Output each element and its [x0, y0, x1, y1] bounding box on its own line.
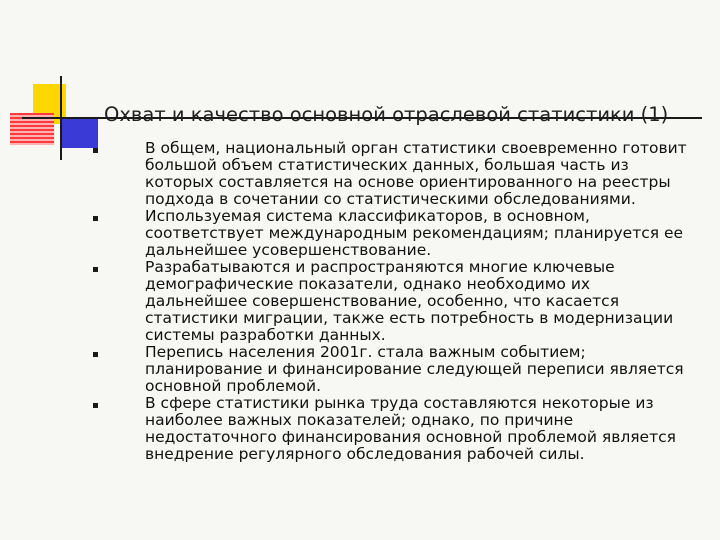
bullet-text: В сфере статистики рынка труда составляются некоторые из наиболее важных показателей; однако, по причине недостаточного финансирования основной проблемой является внедрение регулярного обследования рабочей силы. — [145, 394, 676, 463]
bullet-item — [90, 140, 690, 208]
bullet-text: Перепись населения 2001г. стала важным событием; планирование и финансирование следующей переписи является основной проблемой. — [145, 343, 684, 395]
bullet-text: В общем, национальный орган статистики своевременно готовит большой объем статистических данных, большая часть из которых составляется на основе ориентированного на реестры подхода в сочетании со статистическими обследованиями. — [145, 139, 687, 208]
bullet-marker-icon — [93, 403, 98, 408]
bullet-list — [90, 140, 690, 463]
bullet-marker-icon — [93, 148, 98, 153]
bullet-item — [90, 208, 690, 259]
bullet-item — [90, 259, 690, 344]
bullet-item — [90, 344, 690, 395]
bullet-marker-icon — [93, 216, 98, 221]
bullet-text: Используемая система классификаторов, в основном, соответствует международным рекомендациям; планируется ее дальнейшее усовершенствование. — [145, 207, 684, 259]
bullet-marker-icon — [93, 352, 98, 357]
bullet-text: Разрабатываются и распространяются многие ключевые демографические показатели, однако необходимо их дальнейшее совершенствование, особенно, что касается статистики миграции, также есть потребность в модернизации системы разработки данных. — [145, 258, 674, 344]
bullet-marker-icon — [93, 267, 98, 272]
slide-title: Охват и качество основной отраслевой статистики (1) — [104, 103, 669, 126]
bullet-item — [90, 395, 690, 463]
